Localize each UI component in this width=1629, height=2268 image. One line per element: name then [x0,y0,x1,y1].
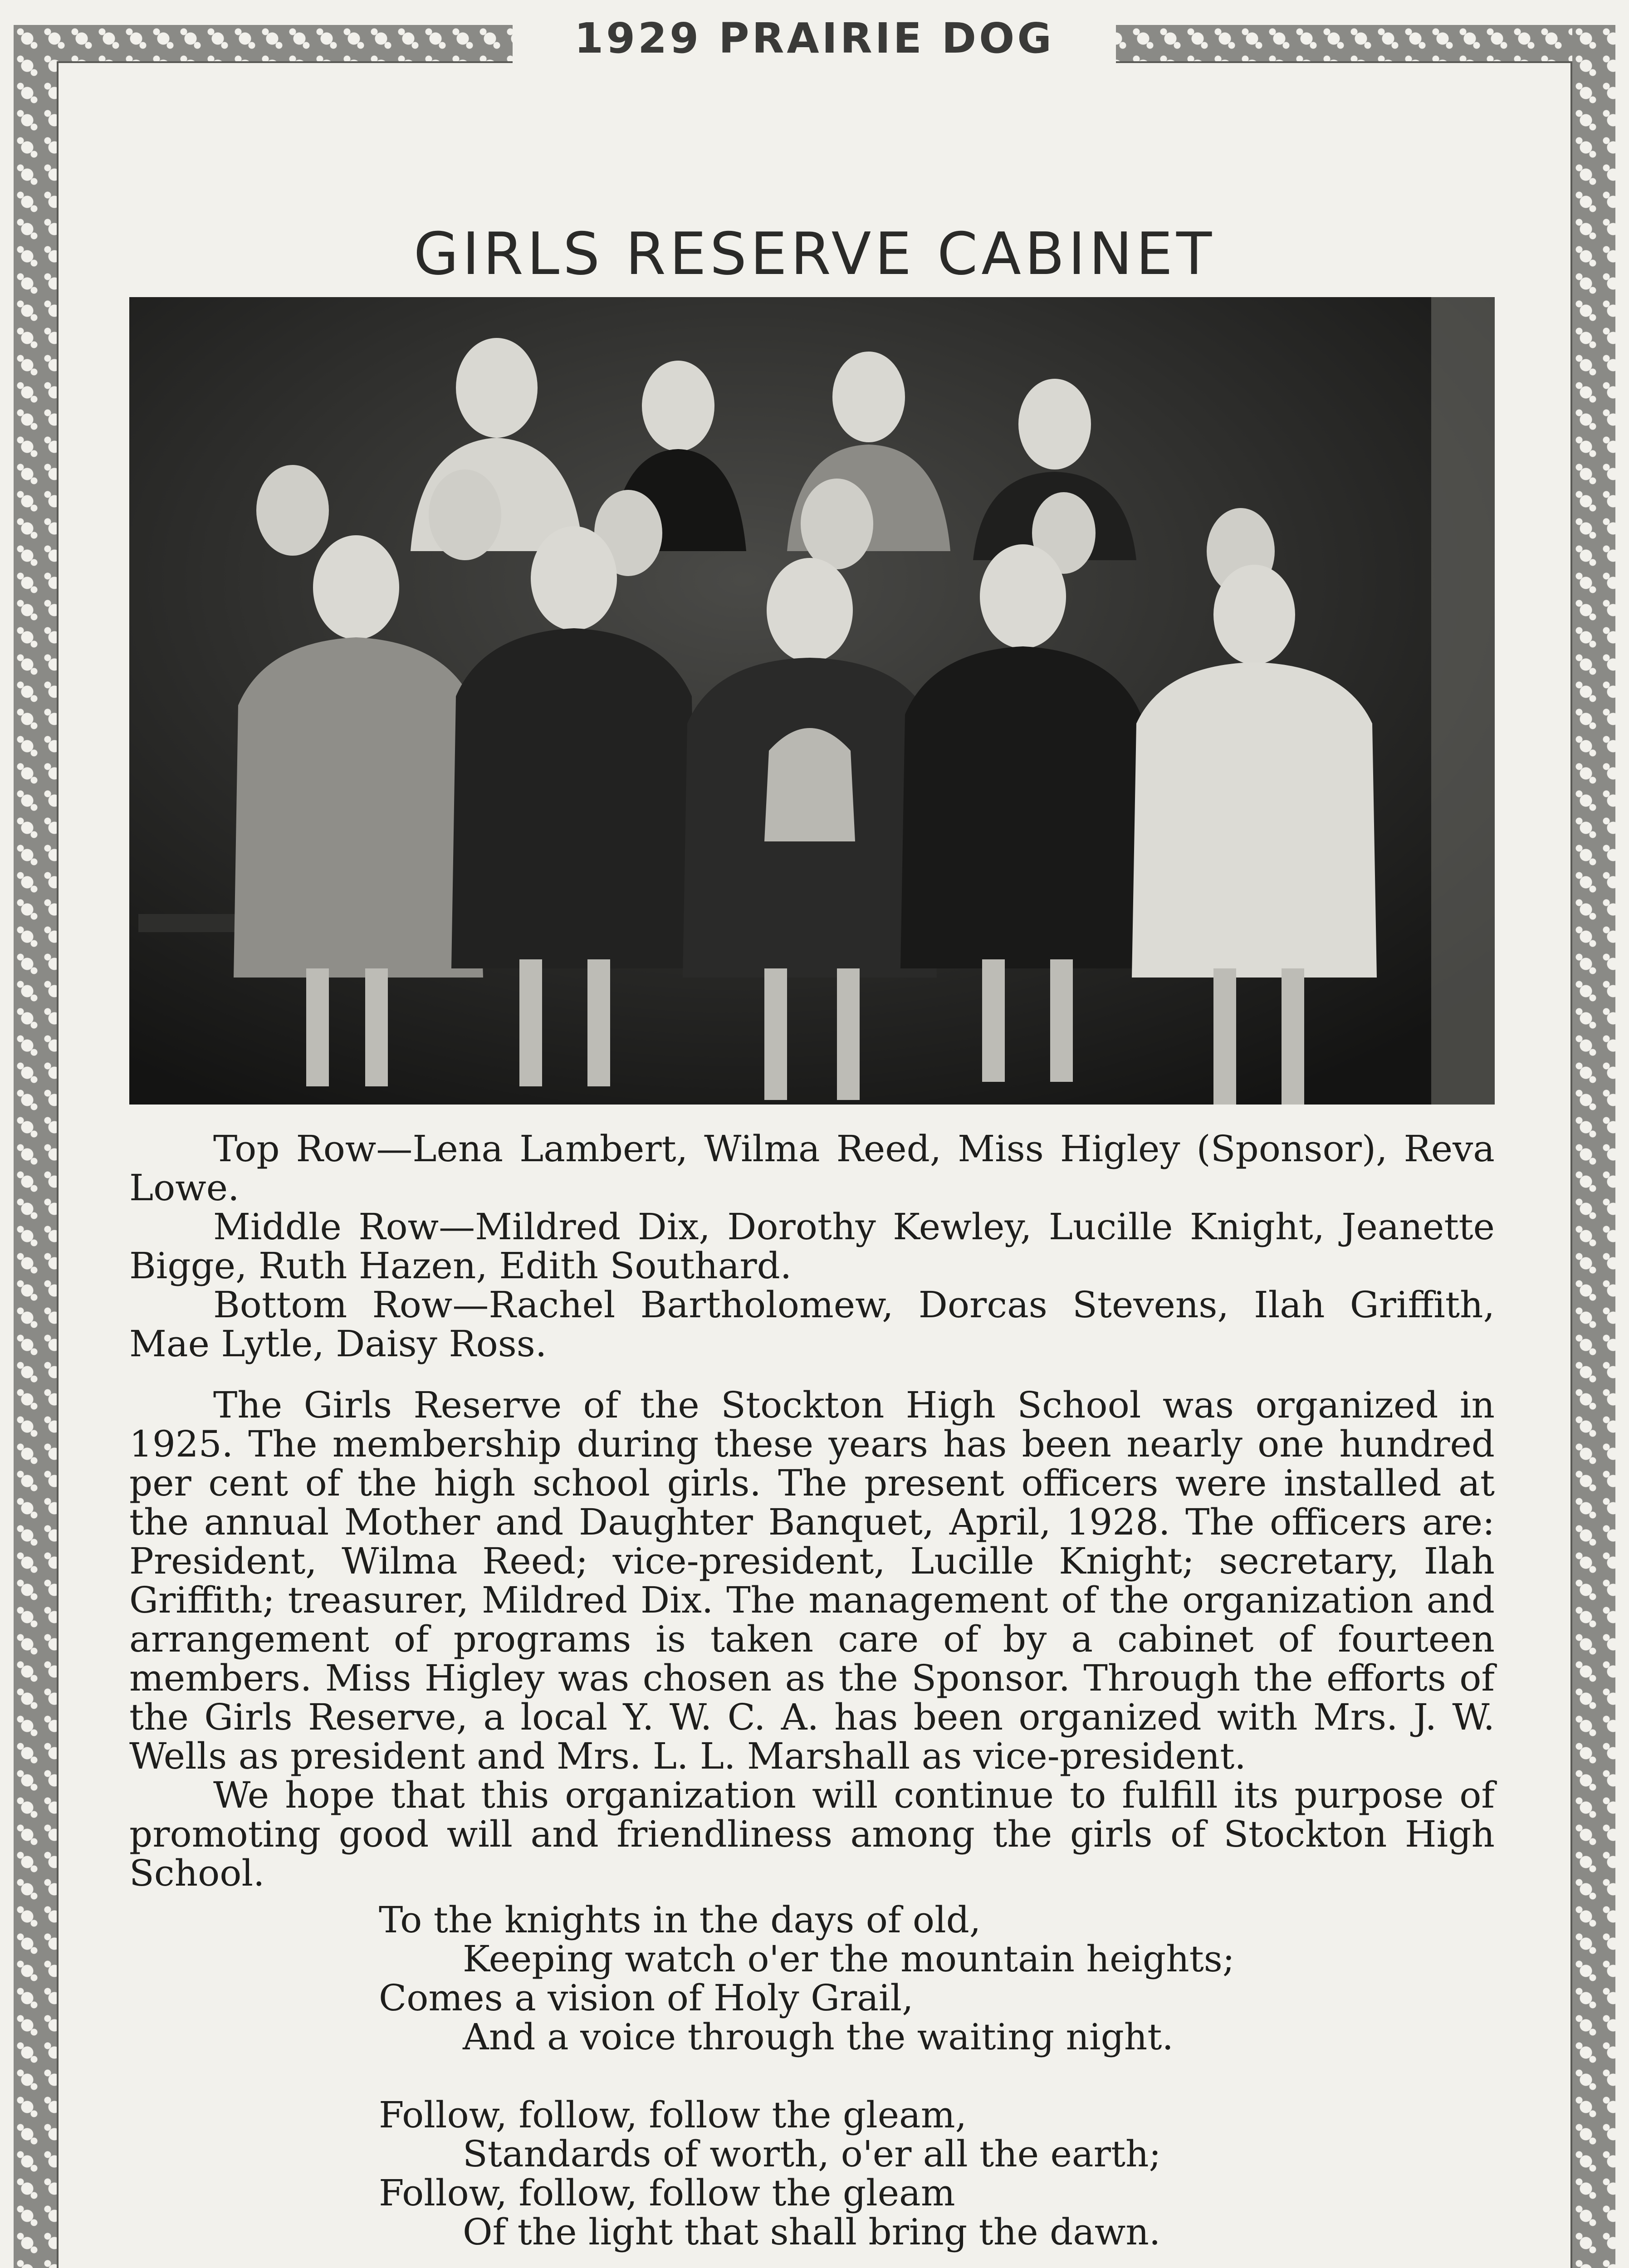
poem-line: Follow, follow, follow the gleam [379,2172,955,2214]
group-photo-illustration [129,297,1495,1105]
caption-top-row: Top Row—Lena Lambert, Wilma Reed, Miss Higley (Sponsor), Reva Lowe. [129,1128,1495,1209]
poem-line: And a voice through the waiting night. [463,2016,1174,2058]
poem-stanza [379,2096,1422,2252]
paragraph: We hope that this organization will continue to fulfill its purpose of promoting good will and friendliness among the girls of Stockton High School. [129,1774,1495,1894]
photo-caption [129,1129,1495,1364]
poem-line: Keeping watch o'er the mountain heights; [463,1938,1235,1980]
body-text [129,1386,1495,1893]
border-right [1572,25,1615,2268]
poem-stanza [379,1901,1422,2057]
border-left [14,25,57,2268]
caption-bottom-row: Bottom Row—Rachel Bartholomew, Dorcas Stevens, Ilah Griffith, Mae Lytle, Daisy Ross. [129,1284,1495,1365]
page-title: GIRLS RESERVE CABINET [413,220,1216,288]
poem [379,1901,1422,2252]
poem-line: To the knights in the days of old, [379,1899,981,1941]
poem-line: Follow, follow, follow the gleam, [379,2094,967,2136]
poem-line: Standards of worth, o'er all the earth; [463,2133,1161,2175]
running-head: 1929 PRAIRIE DOG [513,5,1116,73]
poem-line: Comes a vision of Holy Grail, [379,1977,914,2019]
group-photo [129,297,1495,1105]
poem-line: Of the light that shall bring the dawn. [463,2211,1161,2253]
paragraph: The Girls Reserve of the Stockton High School was organized in 1925. The membership during these years has been nearly one hundred per cent of the high school girls. The present officers were installed at the annual Mother and Daughter Banquet, April, 1928. The officers are: President, Wilma Reed; vice-president, Lucille Knight; secretary, Ilah Griffith; treasurer, Mildred Dix. The management of the organization and arrangement of programs is taken care of by a cabinet of fourteen members. Miss Higley was chosen as the Sponsor. Through the efforts of the Girls Reserve, a local Y. W. C. A. has been organized with Mrs. J. W. Wells as president and Mrs. L. L. Marshall as vice-president. [129,1384,1495,1777]
caption-middle-row: Middle Row—Mildred Dix, Dorothy Kewley, Lucille Knight, Jeanette Bigge, Ruth Hazen, Edith Southard. [129,1206,1495,1287]
